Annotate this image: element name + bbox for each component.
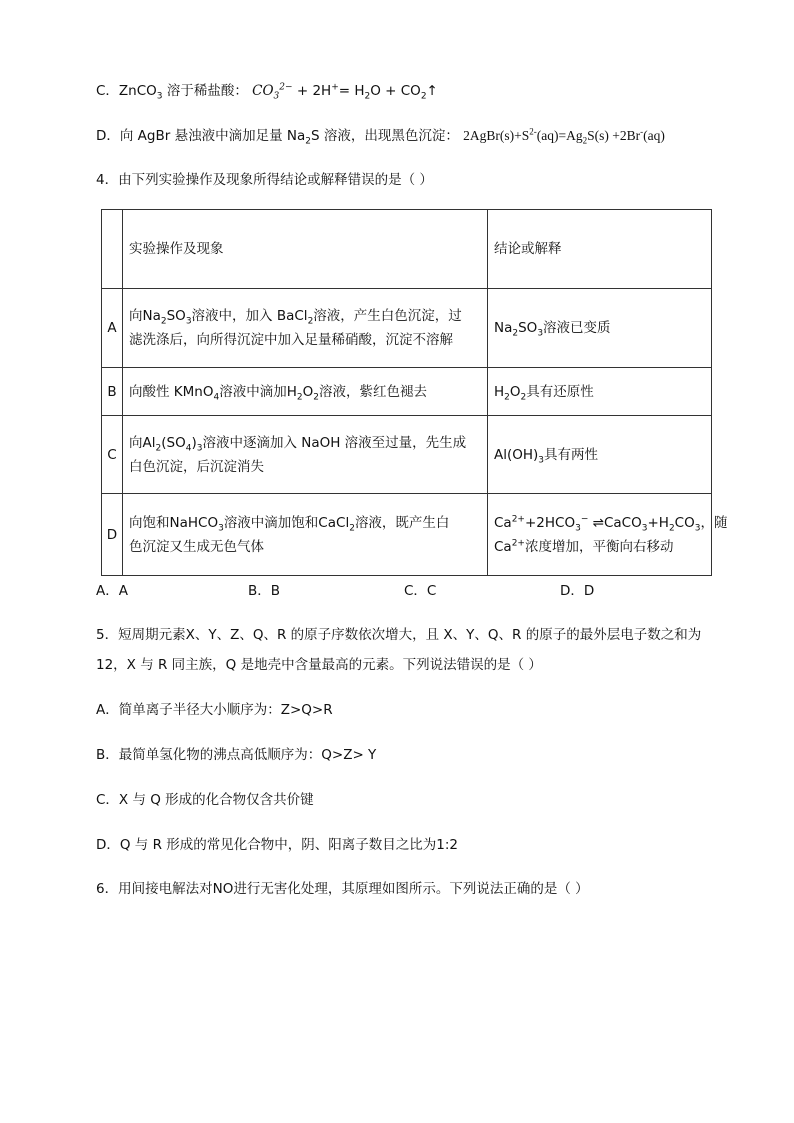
q3-option-d: [96, 126, 665, 146]
t: H: [494, 383, 505, 400]
sub: 2: [313, 392, 319, 403]
row-label: C: [102, 416, 123, 494]
t: 具有两性: [544, 446, 599, 463]
sub: 3: [641, 523, 648, 534]
t: 向饱和NaHCO: [129, 514, 219, 531]
t: 向Na: [129, 308, 161, 324]
sup: 2+: [511, 514, 525, 524]
table-header-row: [102, 210, 712, 289]
q3-d-equation: [463, 126, 665, 146]
co-ion: CO: [252, 83, 274, 99]
t: ，随: [700, 514, 728, 531]
sub: 2: [160, 316, 167, 327]
sub: 2: [296, 392, 303, 403]
table-row: [102, 494, 712, 576]
t: 溶液中，加入 BaCl: [191, 308, 308, 324]
row-operation: [123, 494, 488, 576]
sup: 2−: [279, 82, 293, 93]
q5-option-d[interactable]: D．Q 与 R 形成的常见化合物中，阴、阳离子数目之比为1:2: [96, 837, 459, 853]
header-conclusion: 结论或解释: [488, 210, 712, 289]
sup: +: [331, 82, 339, 93]
sub: 2: [520, 392, 527, 403]
t: 向酸性 KMnO: [129, 383, 214, 400]
eq: (aq)=Ag: [536, 128, 583, 143]
t: +2HCO: [524, 514, 576, 531]
sub: 3: [185, 316, 192, 327]
row-operation: [123, 416, 488, 494]
row-conclusion: [488, 289, 712, 368]
choice-a[interactable]: A．A: [96, 583, 128, 599]
sub: 2: [155, 443, 162, 454]
t: CO: [674, 514, 695, 531]
t: 向Al: [129, 434, 156, 451]
sub: 2: [349, 523, 355, 534]
sub: 3: [218, 523, 224, 534]
t: 溶液中逐滴加入 NaOH 溶液至过量，先生成: [202, 434, 467, 451]
q5-stem-line2: 12，X 与 R 同主族，Q 是地壳中含量最高的元素。下列说法错误的是（ ）: [96, 657, 542, 673]
row-conclusion: [488, 368, 712, 416]
sup: -: [640, 126, 644, 137]
t: SO: [518, 320, 538, 336]
sub: 2: [512, 328, 519, 339]
t: 溶液已变质: [543, 320, 611, 336]
t: 浓度增加，平衡向右移动: [524, 538, 674, 555]
sub: 2: [420, 91, 427, 102]
t: 溶液，产生白色沉淀，过: [313, 308, 462, 324]
t: SO: [166, 308, 186, 324]
sub: 3: [538, 455, 545, 466]
op-line: [129, 304, 481, 328]
sub: 2: [364, 91, 371, 102]
t: (SO: [161, 434, 186, 451]
row-label: A: [102, 289, 123, 368]
table-row: [102, 368, 712, 416]
sub: 3: [694, 523, 701, 534]
q3-c-eq1: + 2H: [292, 83, 332, 99]
header-label-cell: [102, 210, 123, 289]
row-label: D: [102, 494, 123, 576]
carbonate-formula: [252, 82, 293, 102]
t: +H: [647, 514, 669, 531]
row-operation: [123, 289, 488, 368]
t: 溶液，紫红色褪去: [318, 383, 427, 400]
t: O: [509, 383, 521, 400]
op-line: [129, 431, 481, 455]
t: Ca: [494, 514, 512, 531]
row-label: B: [102, 368, 123, 416]
t: 溶液，既产生白: [354, 514, 450, 531]
row-conclusion: [488, 416, 712, 494]
choice-b[interactable]: B．B: [248, 583, 281, 599]
t: Ca: [494, 538, 512, 555]
header-op: 实验操作及现象: [123, 210, 488, 289]
q6-stem: 6．用间接电解法对NO进行无害化处理，其原理如图所示。下列说法正确的是（ ）: [96, 881, 589, 897]
sub: 3: [575, 523, 581, 534]
q3-c-text2: 溶于稀盐酸：: [162, 83, 248, 99]
t: 溶液中滴加H: [219, 383, 297, 400]
q3-c-eq2: = H: [338, 83, 365, 99]
t: O: [302, 383, 314, 400]
t: ⇌CaCO: [588, 514, 642, 531]
q5-option-a[interactable]: A．简单离子半径大小顺序为：Z>Q>R: [96, 702, 333, 718]
q3-c-text: C．ZnCO: [96, 83, 157, 99]
t: Na: [494, 320, 513, 336]
t: 具有还原性: [526, 383, 594, 400]
sub: 3: [273, 91, 280, 102]
table-row: [102, 289, 712, 368]
q5-option-b[interactable]: B．最简单氢化物的沸点高低顺序为：Q>Z> Y: [96, 747, 377, 763]
op-line: [129, 511, 481, 535]
sub: 2: [305, 136, 311, 147]
table-row: [102, 416, 712, 494]
sup: −: [580, 514, 589, 524]
sup: 2-: [529, 126, 537, 137]
q3-c-eq3: O + CO: [370, 83, 421, 99]
sub: 2: [582, 135, 588, 146]
q5-stem-line1: 5．短周期元素X、Y、Z、Q、R 的原子序数依次增大，且 X、Y、Q、R 的原子的最外层电子数之和为: [96, 627, 702, 643]
t: 溶液中滴加饱和CaCl: [223, 514, 350, 531]
experiment-table: [101, 209, 728, 576]
row-operation: [123, 368, 488, 416]
concl-line: [494, 535, 705, 559]
sub: 4: [185, 443, 192, 454]
eq: 2AgBr(s)+S: [463, 128, 530, 143]
op-line: 色沉淀又生成无色气体: [129, 538, 264, 555]
sub: 2: [668, 523, 675, 534]
op-line: 滤洗涤后，向所得沉淀中加入足量稀硝酸，沉淀不溶解: [129, 332, 453, 348]
sub: 2: [504, 392, 510, 403]
sub: 3: [196, 443, 203, 454]
t: ): [191, 434, 197, 451]
choice-d[interactable]: D．D: [560, 583, 595, 599]
sub: 3: [156, 91, 163, 102]
choice-c[interactable]: C．C: [404, 583, 437, 599]
sub: 2: [307, 316, 314, 327]
sup: 2+: [511, 538, 525, 548]
t: Al(OH): [494, 446, 539, 463]
eq: (aq): [643, 128, 665, 143]
sub: 3: [537, 328, 544, 339]
q3-d-text2: S 溶液，出现黑色沉淀：: [311, 128, 459, 144]
row-conclusion: [488, 494, 728, 576]
q5-option-c[interactable]: C．X 与 Q 形成的化合物仅含共价键: [96, 792, 314, 808]
op-line: 白色沉淀，后沉淀消失: [129, 458, 264, 475]
gas-arrow: ↑: [426, 83, 438, 99]
eq: S(s) +2Br: [587, 128, 641, 143]
q3-d-text: D．向 AgBr 悬浊液中滴加足量 Na: [96, 128, 306, 144]
q3-option-c: [96, 81, 438, 101]
q4-stem: 4．由下列实验操作及现象所得结论或解释错误的是（ ）: [96, 172, 433, 188]
sub: 4: [213, 392, 220, 403]
concl-line: [494, 511, 728, 535]
